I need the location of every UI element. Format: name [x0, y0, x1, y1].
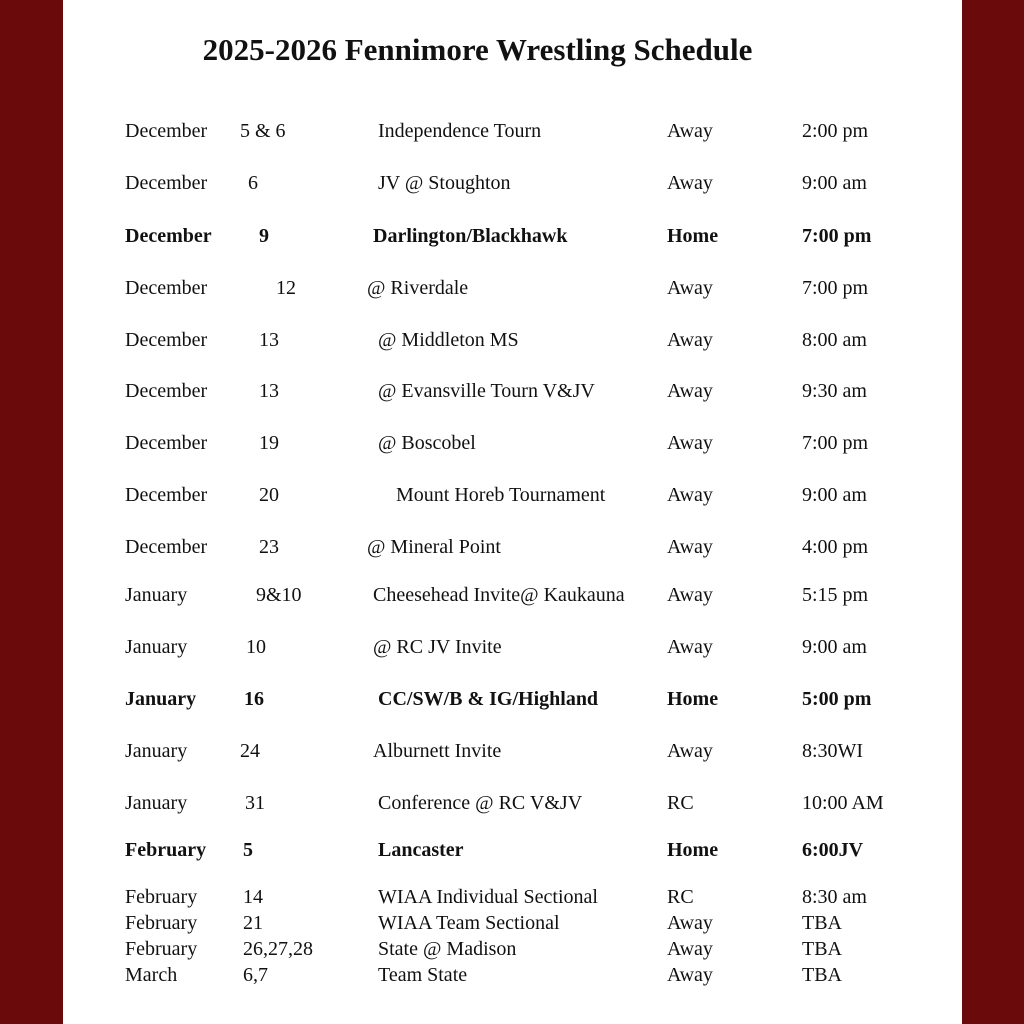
event-cell: State @ Madison — [378, 938, 517, 960]
event-cell: Lancaster — [378, 839, 464, 861]
time-cell: 7:00 pm — [802, 432, 869, 454]
location-cell: Away — [667, 964, 713, 986]
day-cell: 24 — [240, 740, 260, 762]
schedule-row — [63, 790, 962, 816]
day-cell: 5 & 6 — [240, 120, 286, 142]
month-cell: March — [125, 964, 178, 986]
location-cell: Away — [667, 912, 713, 934]
event-cell: JV @ Stoughton — [378, 172, 511, 194]
page-title: 2025-2026 Fennimore Wrestling Schedule — [202, 32, 753, 67]
time-cell: 7:00 pm — [802, 277, 869, 299]
location-cell: Away — [667, 120, 713, 142]
schedule-row — [63, 884, 962, 910]
month-cell: February — [125, 839, 207, 861]
location-cell: RC — [667, 886, 694, 908]
schedule-row — [63, 327, 962, 353]
time-cell: 8:00 am — [802, 329, 867, 351]
day-cell: 13 — [259, 329, 279, 351]
event-cell: WIAA Individual Sectional — [378, 886, 598, 908]
time-cell: 2:00 pm — [802, 120, 869, 142]
day-cell: 9&10 — [256, 584, 302, 606]
event-cell: Team State — [378, 964, 468, 986]
event-cell: @ Boscobel — [378, 432, 476, 454]
location-cell: Home — [667, 688, 719, 710]
month-cell: February — [125, 886, 198, 908]
time-cell: 9:30 am — [802, 380, 867, 402]
location-cell: Away — [667, 938, 713, 960]
time-cell: TBA — [802, 964, 842, 986]
month-cell: December — [125, 432, 208, 454]
month-cell: December — [125, 225, 212, 247]
schedule-row — [63, 686, 962, 712]
month-cell: February — [125, 912, 198, 934]
time-cell: 7:00 pm — [802, 225, 872, 247]
event-cell: @ Mineral Point — [367, 536, 501, 558]
month-cell: December — [125, 329, 208, 351]
schedule-row — [63, 170, 962, 196]
location-cell: Away — [667, 380, 713, 402]
time-cell: TBA — [802, 912, 842, 934]
event-cell: @ Riverdale — [367, 277, 469, 299]
schedule-row — [63, 118, 962, 144]
event-cell: Alburnett Invite — [373, 740, 502, 762]
event-cell: @ RC JV Invite — [373, 636, 502, 658]
event-cell: Conference @ RC V&JV — [378, 792, 583, 814]
schedule-row — [63, 430, 962, 456]
time-cell: 10:00 AM — [802, 792, 884, 814]
day-cell: 5 — [243, 839, 253, 861]
location-cell: Away — [667, 329, 713, 351]
event-cell: WIAA Team Sectional — [378, 912, 560, 934]
event-cell: Independence Tourn — [378, 120, 542, 142]
day-cell: 16 — [244, 688, 264, 710]
event-cell: CC/SW/B & IG/Highland — [378, 688, 599, 710]
month-cell: December — [125, 172, 208, 194]
month-cell: January — [125, 584, 188, 606]
event-cell: @ Middleton MS — [378, 329, 519, 351]
location-cell: Away — [667, 536, 713, 558]
month-cell: January — [125, 792, 188, 814]
event-cell: Darlington/Blackhawk — [373, 225, 568, 247]
time-cell: 5:00 pm — [802, 688, 872, 710]
day-cell: 21 — [243, 912, 263, 934]
schedule-row — [63, 275, 962, 301]
schedule-row — [63, 582, 962, 608]
schedule-page — [63, 0, 962, 1024]
location-cell: Away — [667, 277, 713, 299]
event-cell: @ Evansville Tourn V&JV — [378, 380, 595, 402]
month-cell: January — [125, 688, 197, 710]
location-cell: Home — [667, 839, 719, 861]
schedule-row — [63, 482, 962, 508]
day-cell: 6 — [248, 172, 258, 194]
month-cell: December — [125, 536, 208, 558]
schedule-row — [63, 962, 962, 988]
schedule-row — [63, 910, 962, 936]
day-cell: 10 — [246, 636, 266, 658]
location-cell: Away — [667, 636, 713, 658]
time-cell: 9:00 am — [802, 636, 867, 658]
location-cell: Home — [667, 225, 719, 247]
location-cell: Away — [667, 484, 713, 506]
location-cell: Away — [667, 740, 713, 762]
schedule-row — [63, 378, 962, 404]
day-cell: 6,7 — [243, 964, 268, 986]
schedule-row — [63, 223, 962, 249]
event-cell: Cheesehead Invite@ Kaukauna — [373, 584, 625, 606]
location-cell: Away — [667, 432, 713, 454]
location-cell: Away — [667, 584, 713, 606]
time-cell: 9:00 am — [802, 484, 867, 506]
time-cell: 8:30 am — [802, 886, 867, 908]
day-cell: 31 — [245, 792, 265, 814]
day-cell: 13 — [259, 380, 279, 402]
month-cell: December — [125, 380, 208, 402]
event-cell: Mount Horeb Tournament — [396, 484, 606, 506]
location-cell: Away — [667, 172, 713, 194]
schedule-row — [63, 837, 962, 863]
schedule-row — [63, 738, 962, 764]
day-cell: 14 — [243, 886, 263, 908]
time-cell: TBA — [802, 938, 842, 960]
month-cell: January — [125, 636, 188, 658]
day-cell: 19 — [259, 432, 279, 454]
schedule-row — [63, 634, 962, 660]
schedule-row — [63, 936, 962, 962]
month-cell: December — [125, 484, 208, 506]
schedule-row — [63, 534, 962, 560]
time-cell: 9:00 am — [802, 172, 867, 194]
day-cell: 12 — [276, 277, 296, 299]
time-cell: 6:00JV — [802, 839, 864, 861]
month-cell: December — [125, 277, 208, 299]
day-cell: 26,27,28 — [243, 938, 313, 960]
day-cell: 23 — [259, 536, 279, 558]
day-cell: 9 — [259, 225, 269, 247]
location-cell: RC — [667, 792, 694, 814]
time-cell: 8:30WI — [802, 740, 864, 762]
time-cell: 4:00 pm — [802, 536, 869, 558]
day-cell: 20 — [259, 484, 279, 506]
month-cell: January — [125, 740, 188, 762]
time-cell: 5:15 pm — [802, 584, 869, 606]
month-cell: February — [125, 938, 198, 960]
month-cell: December — [125, 120, 208, 142]
